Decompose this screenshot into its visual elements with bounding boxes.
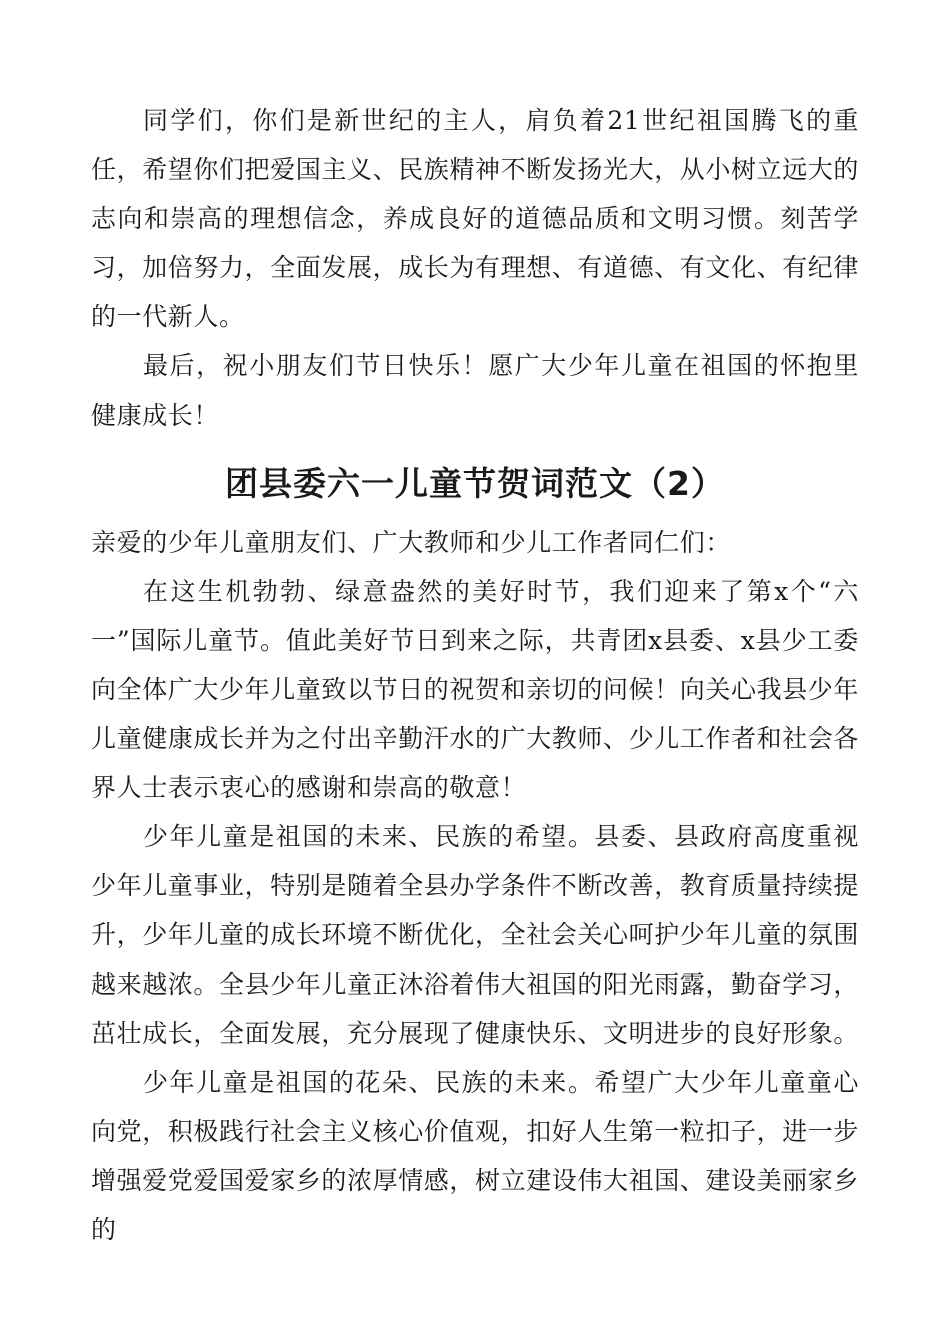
paragraph: 同学们，你们是新世纪的主人，肩负着21世纪祖国腾飞的重任，希望你们把爱国主义、民族精神不断发扬光大，从小树立远大的志向和崇高的理想信念，养成良好的道德品质和文明习惯。刻苦学习，加倍努力，全面发展，成长为有理想、有道德、有文化、有纪律的一代新人。 [91, 106, 860, 332]
section-title: 团县委六一儿童节贺词范文（2） [225, 463, 725, 503]
paragraph: 少年儿童是祖国的未来、民族的希望。县委、县政府高度重视少年儿童事业，特别是随着全县办学条件不断改善，教育质量持续提升，少年儿童的成长环境不断优化，全社会关心呵护少年儿童的氛围越来越浓。全县少年儿童正沐浴着伟大祖国的阳光雨露，勤奋学习，茁壮成长，全面发展，充分展现了健康快乐、文明进步的良好形象。 [91, 822, 860, 1048]
document-body [91, 96, 859, 1254]
paragraph: 在这生机勃勃、绿意盎然的美好时节，我们迎来了第x个“六一”国际儿童节。值此美好节日到来之际，共青团x县委、x县少工委向全体广大少年儿童致以节日的祝贺和亲切的问候！向关心我县少年儿童健康成长并为之付出辛勤汗水的广大教师、少儿工作者和社会各界人士表示衷心的感谢和崇高的敬意！ [91, 576, 860, 803]
paragraph: 少年儿童是祖国的花朵、民族的未来。希望广大少年儿童童心向党，积极践行社会主义核心价值观，扣好人生第一粒扣子，进一步增强爱党爱国爱家乡的浓厚情感，树立建设伟大祖国、建设美丽家乡的 [91, 1067, 860, 1244]
salutation: 亲爱的少年儿童朋友们、广大教师和少儿工作者同仁们： [91, 527, 732, 557]
paragraph: 最后，祝小朋友们节日快乐！愿广大少年儿童在祖国的怀抱里健康成长！ [91, 351, 859, 430]
